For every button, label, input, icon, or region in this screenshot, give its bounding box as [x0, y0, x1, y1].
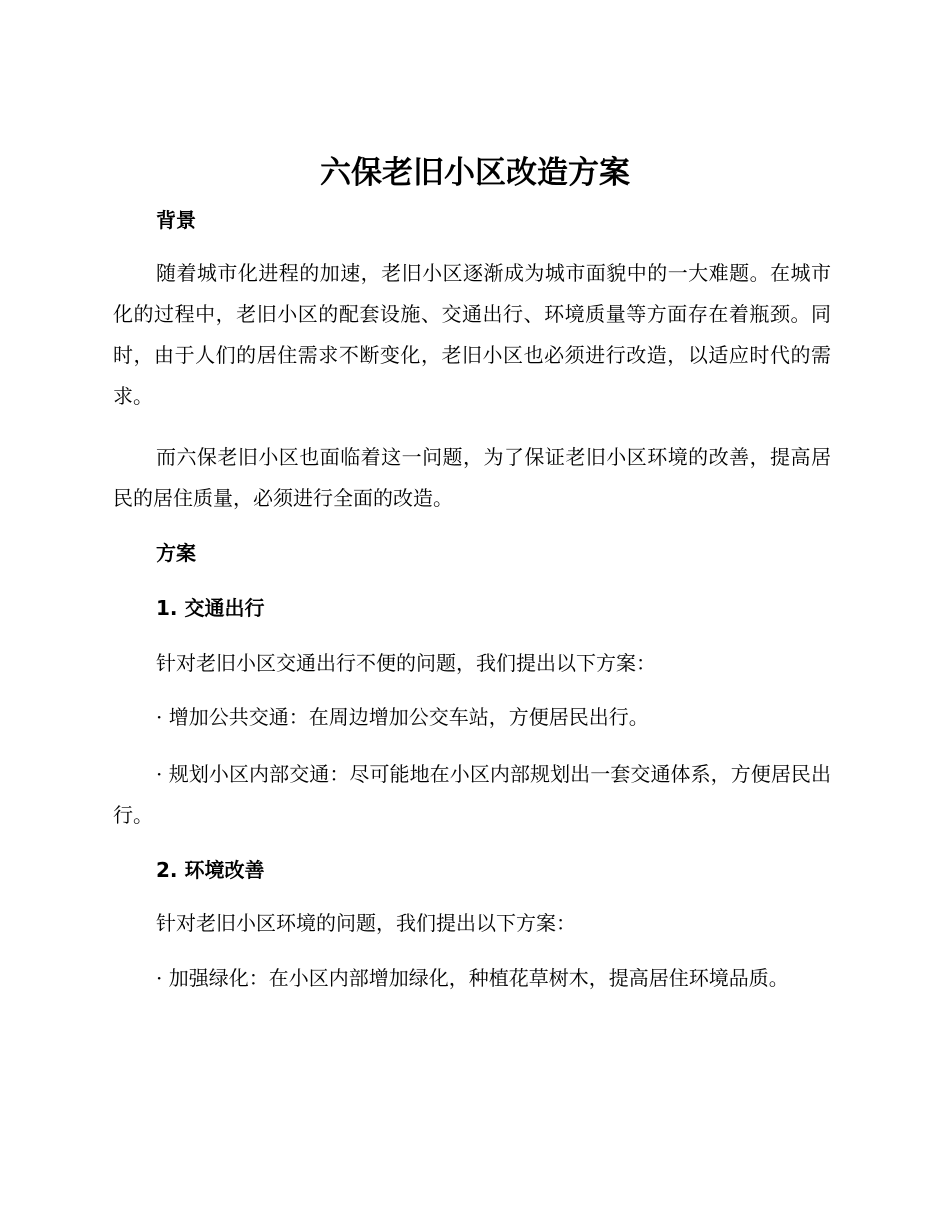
section-heading-background: 背景	[156, 208, 196, 232]
document-title: 六保老旧小区改造方案	[320, 155, 630, 191]
environment-bullet-1: · 加强绿化：在小区内部增加绿化，种植花草树木，提高居住环境品质。	[156, 966, 789, 990]
background-paragraph-1: 随着城市化进程的加速，老旧小区逐渐成为城市面貌中的一大难题。在城市化的过程中，老旧小区的配套设施、交通出行、环境质量等方面存在着瓶颈。同时，由于人们的居住需求不断变化，老旧小区也必须进行改造，以适应时代的需求。	[113, 261, 831, 408]
background-paragraph-2: 而六保老旧小区也面临着这一问题，为了保证老旧小区环境的改善，提高居民的居住质量，必须进行全面的改造。	[113, 445, 831, 510]
subsection-heading-environment: 2. 环境改善	[156, 858, 265, 882]
traffic-bullet-1: · 增加公共交通：在周边增加公交车站，方便居民出行。	[156, 705, 649, 729]
environment-intro-paragraph: 针对老旧小区环境的问题，我们提出以下方案：	[156, 911, 576, 935]
traffic-bullet-2: · 规划小区内部交通：尽可能地在小区内部规划出一套交通体系，方便居民出行。	[113, 762, 831, 827]
subsection-heading-traffic: 1. 交通出行	[156, 596, 265, 620]
traffic-intro-paragraph: 针对老旧小区交通出行不便的问题，我们提出以下方案：	[156, 651, 656, 675]
section-heading-plan: 方案	[156, 541, 196, 565]
